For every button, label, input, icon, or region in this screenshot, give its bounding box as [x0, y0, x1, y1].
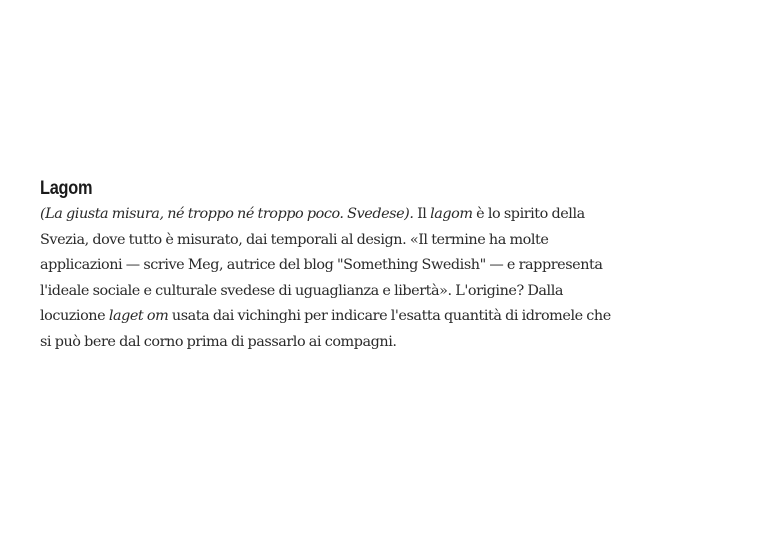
body-text: locuzione [40, 308, 109, 324]
body-text: è lo spirito della [472, 206, 585, 222]
entry-title: Lagom [40, 178, 93, 199]
entry-body [40, 202, 756, 355]
term-italic: lagom [430, 206, 473, 222]
body-line-4: l'ideale sociale e culturale svedese di uguaglianza e libertà». L'origine? Dalla [40, 282, 563, 299]
body-line-6: si può bere dal corno prima di passarlo ai compagni. [40, 333, 397, 350]
body-line-1 [40, 202, 756, 228]
body-line-3: applicazioni — scrive Meg, autrice del blog "Something Swedish" — e rappresenta [40, 257, 603, 273]
definition-italic: (La giusta misura, né troppo né troppo poco. Svedese). [40, 206, 414, 222]
phrase-italic: laget om [108, 308, 169, 324]
body-text: usata dai vichinghi per indicare l'esatta quantità di idromele che [168, 308, 611, 324]
body-text: Il [413, 206, 431, 222]
body-line-2: Svezia, dove tutto è misurato, dai temporali al design. «Il termine ha molte [40, 231, 549, 248]
glossary-entry [40, 176, 756, 355]
body-line-5 [40, 304, 756, 330]
